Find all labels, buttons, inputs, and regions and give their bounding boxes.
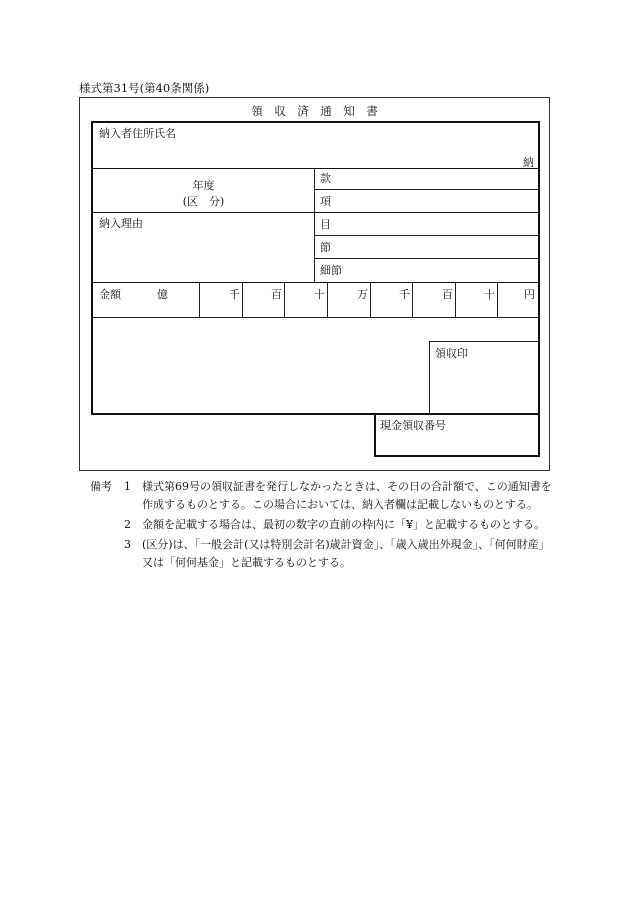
col-divider-6 — [455, 282, 456, 317]
row-divider-reason — [93, 282, 538, 283]
category-label: (区 分) — [182, 195, 225, 208]
row-divider-year — [93, 212, 538, 213]
seal-box-top — [429, 341, 538, 342]
digit-juu-man: 十 — [314, 288, 325, 301]
digit-juu: 十 — [484, 288, 495, 301]
note-text: (区分)は、「一般会計(又は特別会計名)歳計資金」、「歳入歳出外現金」、「何何財産」又は「何何基金」と記載するものとする。 — [142, 538, 550, 569]
year-label: 年度 — [192, 179, 215, 192]
kou-label: 項 — [320, 195, 331, 208]
notes-section — [90, 478, 560, 572]
cash-receipt-number-box — [374, 415, 540, 457]
cash-receipt-number-label: 現金領収番号 — [380, 419, 446, 432]
seal-label: 領収印 — [435, 347, 468, 360]
col-divider-category — [314, 168, 315, 282]
col-divider-oku — [199, 282, 200, 317]
row-divider-amount — [93, 317, 538, 318]
notes-heading: 備考 — [90, 480, 112, 493]
form-number-label: 様式第31号(第40条関係) — [79, 81, 210, 95]
col-divider-7 — [497, 282, 498, 317]
note-item — [90, 516, 560, 534]
digit-hyaku: 百 — [442, 288, 453, 301]
col-divider-5 — [412, 282, 413, 317]
digit-sen-man: 千 — [229, 288, 240, 301]
note-text: 金額を記載する場合は、最初の数字の直前の枠内に「¥」と記載するものとする。 — [142, 518, 545, 531]
digit-hyaku-man: 百 — [271, 288, 282, 301]
col-divider-4 — [370, 282, 371, 317]
row-divider-payer — [93, 168, 538, 169]
digit-en: 円 — [524, 288, 535, 301]
amount-label: 金額 — [99, 288, 121, 301]
kan-label: 款 — [320, 172, 331, 185]
payer-label: 納入者住所氏名 — [99, 127, 176, 140]
col-divider-2 — [284, 282, 285, 317]
setsu-label: 節 — [320, 241, 331, 254]
note-number: 2 — [124, 518, 131, 531]
note-number: 3 — [124, 538, 131, 551]
digit-oku: 億 — [157, 288, 168, 301]
digit-man: 万 — [357, 288, 368, 301]
row-divider-kan — [314, 189, 538, 190]
row-divider-moku — [314, 235, 538, 236]
moku-label: 目 — [320, 218, 331, 231]
note-item — [90, 536, 560, 572]
form-frame — [79, 97, 550, 471]
row-divider-setsu — [314, 258, 538, 259]
note-number: 1 — [124, 480, 131, 493]
digit-sen: 千 — [399, 288, 410, 301]
col-divider-3 — [327, 282, 328, 317]
note-item — [90, 478, 560, 514]
payer-suffix: 納 — [523, 156, 534, 169]
reason-label: 納入理由 — [99, 217, 143, 230]
seal-box-left — [429, 341, 430, 413]
form-title: 領 収 済 通 知 書 — [251, 104, 378, 118]
saisetsu-label: 細節 — [320, 264, 342, 277]
note-text: 様式第69号の領収証書を発行しなかったときは、その日の合計額で、この通知書を作成するものとする。この場合においては、納入者欄は記載しないものとする。 — [142, 480, 552, 511]
col-divider-1 — [242, 282, 243, 317]
receipt-table — [91, 121, 540, 415]
